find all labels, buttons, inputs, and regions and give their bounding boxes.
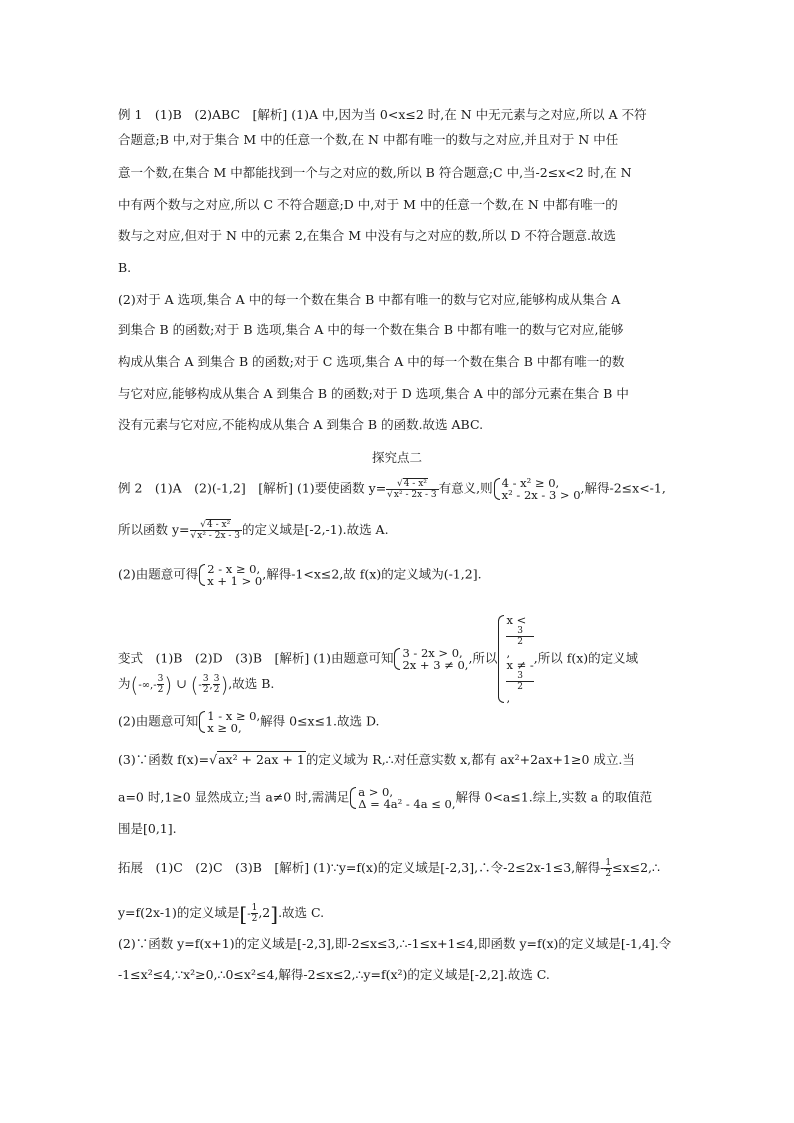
equation-system: x < 3 2 , x ≠ - 3 2 , [497, 614, 533, 704]
text-segment: ,解得-2≤x<-1, [580, 480, 666, 496]
text-line: 中有两个数与之对应,所以 C 不符合题意;D 中,对于 M 中的任意一个数,在 N 中都有唯一的 [118, 197, 618, 212]
text-segment: ,2 [258, 905, 271, 920]
text-segment: Δ = 4a² - 4a ≤ 0, [358, 797, 456, 811]
text-segment: (2)由题意可知 [118, 713, 199, 729]
text-segment: 变式 (1)B (2)D (3)B [解析] (1)由题意可知 [118, 650, 394, 666]
text-segment: ,故选 B. [228, 676, 275, 691]
text-segment: 解得 0<a≤1.综上,实数 a 的取值范 [455, 789, 653, 805]
equation-system [493, 477, 581, 501]
equation-system [393, 647, 468, 671]
equation-system [349, 786, 455, 810]
text-segment: 的定义域是[-2,-1).故选 A. [242, 522, 389, 537]
equation-system [198, 710, 260, 734]
section-heading: 探究点二 [371, 450, 422, 465]
fraction: 3 2 [506, 671, 533, 692]
text-segment: 1 - x ≥ 0, [207, 709, 261, 723]
text-segment: a=0 时,1≥0 显然成立;当 a≠0 时,需满足 [118, 789, 350, 805]
text-segment: x² - 2x - 3 [393, 489, 437, 500]
variation-line: 为(-∞,- $\frac{3}{2}$ ) ∪ (- $\frac{3}{2}$ , $\frac{3}{2}$ ),故选 B. [118, 672, 275, 697]
text-line: 没有元素与它对应,不能构成从集合 A 到集合 B 的函数.故选 ABC. [118, 417, 484, 432]
example-2-line [118, 477, 666, 501]
variation-line [118, 710, 380, 734]
example-2-line [118, 520, 389, 541]
text-segment: y=f(2x-1)的定义域是 [118, 905, 240, 920]
variation-line: 围是[0,1]. [118, 821, 177, 836]
fraction: $\frac{\text{√4 - x²}}{\text{√x² - 2x - 3}}$ [190, 520, 241, 541]
text-segment: 所以函数 y= [118, 522, 190, 537]
text-segment: x ≥ 0, [207, 721, 242, 735]
text-segment: x² - 2x - 3 [197, 531, 241, 541]
text-line: 合题意;B 中,对于集合 M 中的任意一个数,在 N 中都有唯一的数与之对应,并且对于 N 中任 [118, 132, 619, 147]
text-line: (2)对于 A 选项,集合 A 中的每一个数在集合 B 中都有唯一的数与它对应,能够构成从集合 A [118, 292, 621, 307]
extension-line: (2)∵函数 y=f(x+1)的定义域是[-2,3],即-2≤x≤3,∴-1≤x+1≤4,即函数 y=f(x)的定义域是[-1,4].令 [118, 936, 672, 951]
text-segment: x < [506, 613, 527, 627]
fraction: $\frac{3}{2}$ [202, 674, 209, 695]
text-line: 构成从集合 A 到集合 B 的函数;对于 C 选项,集合 A 中的每一个数在集合 B 中都有唯一的数 [118, 354, 625, 369]
text-segment: ax² + 2ax + 1 [218, 752, 305, 767]
text-segment: 为 [118, 676, 131, 691]
text-segment: 拓展 (1)C (2)C (3)B [解析] (1)∵y=f(x)的定义域是[-2,3],∴令-2≤2x-1≤3,解得- [118, 860, 605, 875]
text-segment: x + 1 > 0 [207, 574, 263, 588]
fraction: $\frac{\text{√4 - x²}}{\text{√x² - 2x - 3}}$ [387, 478, 437, 500]
text-line: 到集合 B 的函数;对于 B 选项,集合 A 中的每一个数在集合 B 中都有唯一的数与它对应,能够 [118, 322, 624, 337]
fraction: $\frac{3}{2}$ [213, 674, 220, 695]
text-segment: ∪ [176, 676, 187, 691]
text-segment: 例 2 (1)A (2)(-1,2] [解析] (1)要使函数 y= [118, 480, 387, 496]
extension-line: -1≤x²≤4,∵x²≥0,∴0≤x²≤4,解得-2≤x≤2,∴y=f(x²)的定义域是[-2,2].故选 C. [118, 967, 550, 982]
equation-system [198, 563, 262, 587]
text-segment: ,所以 f(x)的定义域 [533, 650, 639, 666]
text-segment: -∞,- [138, 680, 157, 691]
text-segment: x² - 2x - 3 > 0 [501, 488, 581, 502]
text-line: 例 1 (1)B (2)ABC [解析] (1)A 中,因为当 0<x≤2 时,在 N 中无元素与之对应,所以 A 不符 [118, 107, 647, 122]
variation-line [118, 786, 652, 810]
fraction: $\frac{1}{2}$ [251, 903, 258, 924]
text-line: 意一个数,在集合 M 中都能找到一个与之对应的数,所以 B 符合题意;C 中,当-2≤x<2 时,在 N [118, 165, 632, 180]
text-line: 与它对应,能够构成从集合 A 到集合 B 的函数;对于 D 选项,集合 A 中的部分元素在集合 B 中 [118, 386, 629, 401]
text-segment: ,解得-1<x≤2,故 f(x)的定义域为(-1,2]. [262, 566, 482, 582]
text-segment: 2 - x ≥ 0, [207, 562, 261, 576]
text-segment: 有意义,则 [438, 480, 493, 496]
text-segment: 4 - x² [403, 478, 427, 489]
text-segment: a > 0, [358, 785, 393, 799]
fraction: $\frac{3}{2}$ [157, 674, 164, 695]
extension-line: y=f(2x-1)的定义域是[- $\frac{1}{2}$ ,2].故选 C. [118, 901, 325, 926]
fraction: $\frac{1}{2}$ [605, 858, 612, 879]
text-segment: (3)∵函数 f(x)= [118, 752, 210, 767]
text-segment: 解得 0≤x≤1.故选 D. [260, 713, 380, 729]
text-segment: (2)由题意可得 [118, 566, 199, 582]
text-segment: 的定义域为 R,∴对任意实数 x,都有 ax²+2ax+1≥0 成立.当 [305, 752, 635, 767]
variation-line: (3)∵函数 f(x)=√ax² + 2ax + 1的定义域为 R,∴对任意实数 x,都有 ax²+2ax+1≥0 成立.当 [118, 752, 635, 767]
text-line: B. [118, 260, 132, 275]
text-segment: x ≠ - [506, 658, 534, 672]
example-2-line [118, 563, 482, 587]
text-segment: ,所以 [468, 650, 498, 666]
text-segment: 4 - x² ≥ 0, [501, 476, 560, 490]
text-segment: 3 - 2x > 0, [402, 646, 463, 660]
fraction: 3 2 [506, 626, 533, 647]
text-segment: .故选 C. [278, 905, 325, 920]
text-segment: 2x + 3 ≠ 0, [402, 658, 469, 672]
text-line: 数与之对应,但对于 N 中的元素 2,在集合 M 中没有与之对应的数,所以 D 不符合题意.故选 [118, 228, 616, 243]
extension-line [118, 858, 660, 879]
text-segment: ≤x≤2,∴ [612, 860, 660, 875]
text-segment: 4 - x² [207, 520, 231, 530]
